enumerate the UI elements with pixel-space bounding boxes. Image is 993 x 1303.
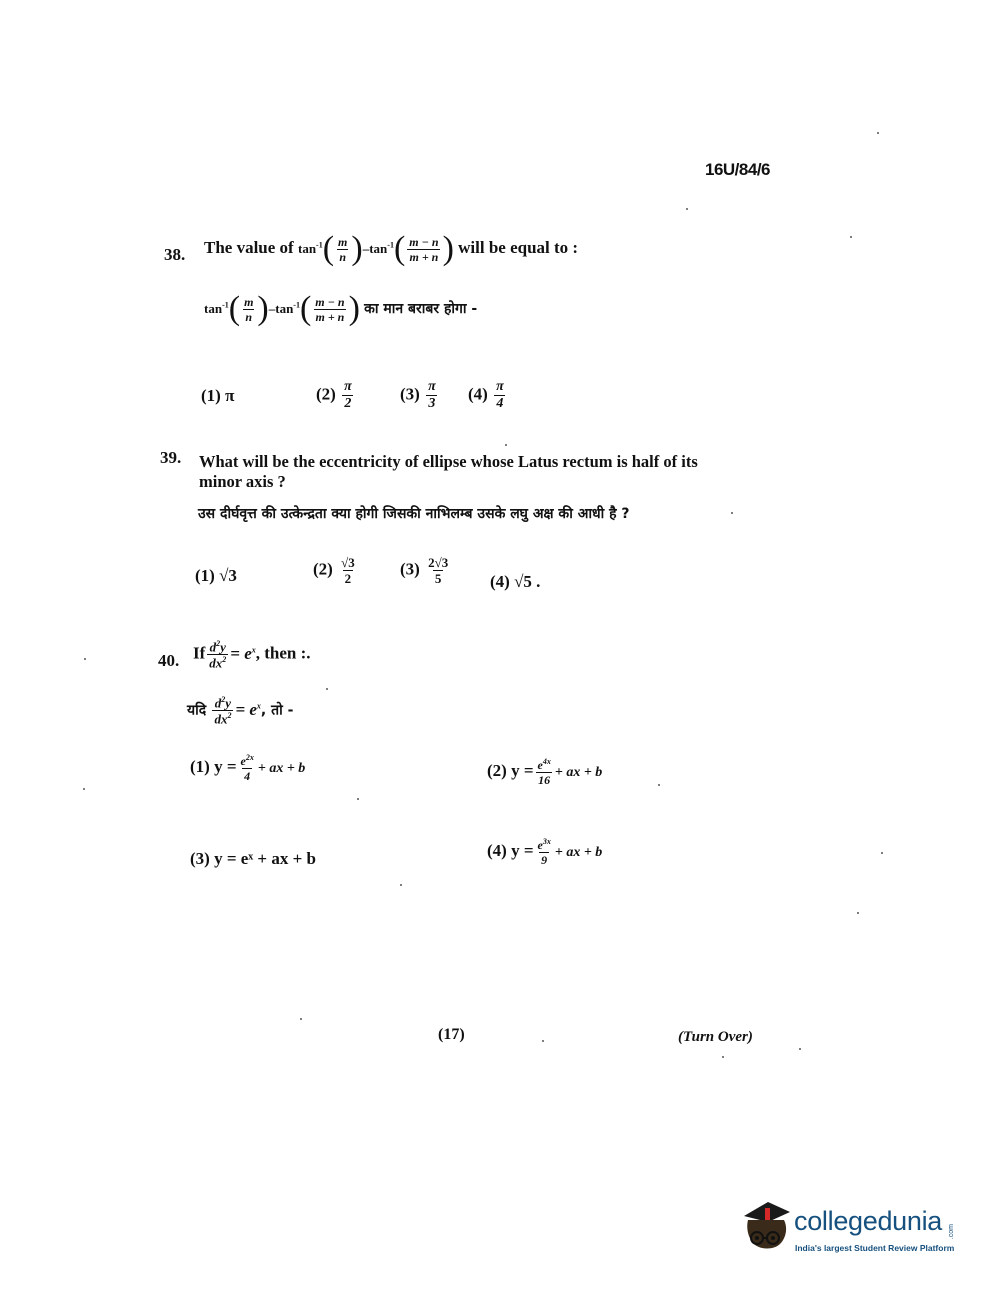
option-1: (1) y = $\frac{e^{2x}}{4}$ + ax + b (190, 753, 306, 783)
question-number: 39. (160, 448, 182, 467)
hindi-text: का मान बराबर होगा - (364, 300, 478, 317)
question-text-hindi: यदि $\frac{d^2y}{dx^2}$ = $e^x$, तो - (187, 695, 294, 727)
logo-suffix: .com (948, 1224, 955, 1240)
page-number: (17) (438, 1026, 465, 1043)
question-text-after: will be equal to : (458, 237, 579, 257)
option-4: (4) $\frac{\pi}{4}$ (468, 379, 504, 411)
question-number: 40. (158, 651, 180, 670)
question-text: If $\frac{d^2y}{dx^2}$ = $e^x$, then :. (193, 639, 311, 671)
option-4: (4) √5 . (490, 572, 541, 591)
question-text-line2: minor axis ? (199, 472, 286, 491)
question-text-line1: What will be the eccentricity of ellipse whose Latus rectum is half of its (199, 452, 698, 471)
logo-tagline: India's largest Student Review Platform (795, 1243, 955, 1253)
question-text-hindi: $\tan^{-1}$( $\frac{m}{n}$ )$-\tan^{-1}$( $\frac{m - n}{m + n}$ ) का मान बराबर होगा - (204, 290, 478, 327)
option-3: (3) $\frac{\pi}{3}$ (400, 379, 436, 411)
option-2: (2) $\frac{√3}{2}$ (313, 555, 355, 586)
turn-over-note: (Turn Over) (678, 1029, 753, 1045)
option-1: (1) √3 (195, 566, 237, 585)
logo-name: collegedunia (794, 1206, 943, 1236)
option-3: (3) y = eˣ + ax + b (190, 849, 316, 868)
option-2: (2) y = $\frac{e^{4x}}{16}$ + ax + b (487, 757, 603, 787)
option-4: (4) y = $\frac{e^{3x}}{9}$ + ax + b (487, 837, 603, 867)
question-text: The value of $\tan^{-1}$( $\frac{m}{n}$ )$-\tan^{-1}$( $\frac{m - n}{m + n}$ ) will be equal to : (204, 230, 579, 267)
option-2: (2) $\frac{\pi}{2}$ (316, 379, 352, 411)
question-text-hindi: उस दीर्घवृत्त की उत्केन्द्रता क्या होगी जिसकी नाभिलम्ब उसके लघु अक्ष की आधी है ? (198, 506, 630, 522)
option-3: (3) $\frac{2√3}{5}$ (400, 555, 449, 586)
question-number: 38. (164, 245, 186, 264)
question-text-before: The value of (204, 237, 294, 257)
option-1: (1) π (201, 386, 235, 405)
paper-code: 16U/84/6 (705, 160, 770, 179)
